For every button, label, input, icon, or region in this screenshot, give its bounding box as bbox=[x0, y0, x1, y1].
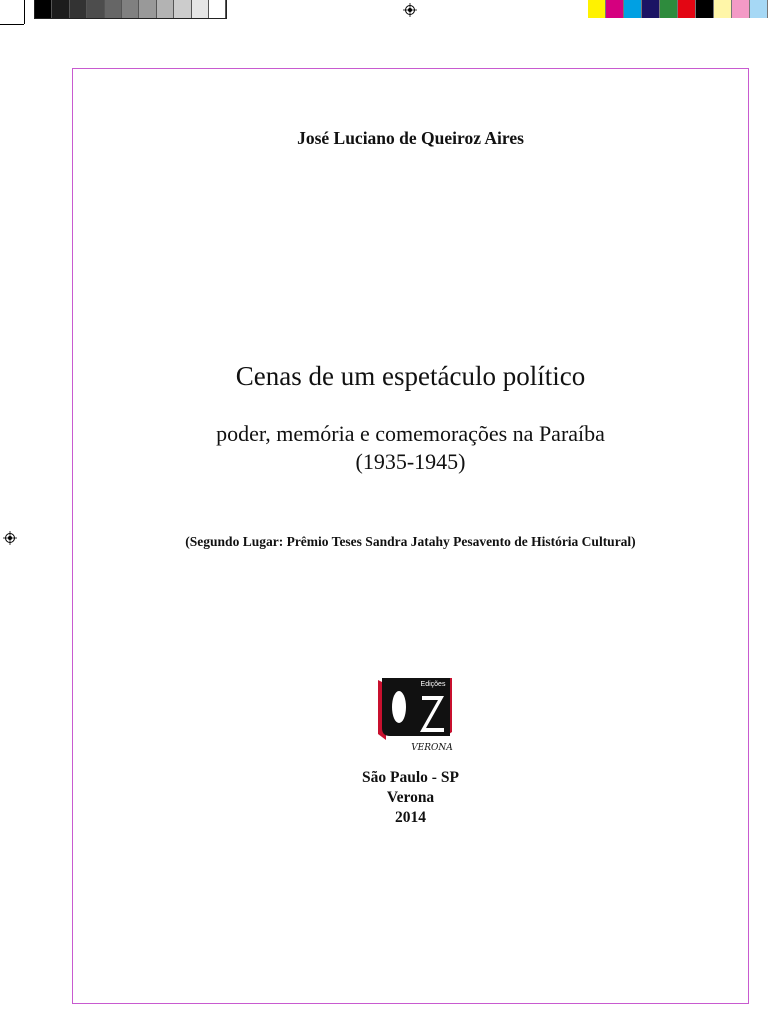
color-swatch bbox=[606, 0, 624, 18]
gray-swatch bbox=[157, 0, 174, 18]
publisher-imprint bbox=[72, 768, 749, 828]
grayscale-calibration-strip bbox=[34, 0, 227, 19]
gray-swatch bbox=[122, 0, 139, 18]
book-title: Cenas de um espetáculo político bbox=[235, 361, 586, 391]
logo-top-label: Edições bbox=[420, 681, 446, 688]
crop-mark-vertical bbox=[24, 0, 25, 24]
gray-swatch bbox=[139, 0, 156, 18]
publisher-name: Verona bbox=[386, 789, 435, 806]
color-swatch bbox=[750, 0, 768, 18]
gray-swatch bbox=[209, 0, 226, 18]
book-subtitle bbox=[72, 420, 749, 476]
color-calibration-strip bbox=[588, 0, 768, 18]
color-swatch bbox=[624, 0, 642, 18]
crop-mark-horizontal bbox=[0, 24, 24, 25]
gray-swatch bbox=[174, 0, 191, 18]
publisher-city: São Paulo - SP bbox=[362, 769, 459, 786]
publication-year: 2014 bbox=[395, 809, 426, 826]
subtitle-period: (1935-1945) bbox=[355, 449, 466, 474]
gray-swatch bbox=[192, 0, 209, 18]
registration-mark-icon bbox=[3, 531, 17, 545]
logo-bottom-label: VERONA bbox=[411, 743, 453, 753]
gray-swatch bbox=[105, 0, 122, 18]
gray-swatch bbox=[70, 0, 87, 18]
color-swatch bbox=[678, 0, 696, 18]
gray-swatch bbox=[52, 0, 69, 18]
subtitle-line: poder, memória e comemorações na Paraíba bbox=[216, 421, 605, 446]
author-name: José Luciano de Queiroz Aires bbox=[297, 128, 524, 148]
color-swatch bbox=[732, 0, 750, 18]
registration-mark-icon bbox=[403, 3, 417, 17]
color-swatch bbox=[642, 0, 660, 18]
award-note: (Segundo Lugar: Prêmio Teses Sandra Jatahy Pesavento de História Cultural) bbox=[185, 534, 636, 549]
color-swatch bbox=[588, 0, 606, 18]
color-swatch bbox=[696, 0, 714, 18]
gray-swatch bbox=[35, 0, 52, 18]
color-swatch bbox=[714, 0, 732, 18]
publisher-logo bbox=[376, 674, 454, 754]
gray-swatch bbox=[87, 0, 104, 18]
color-swatch bbox=[660, 0, 678, 18]
